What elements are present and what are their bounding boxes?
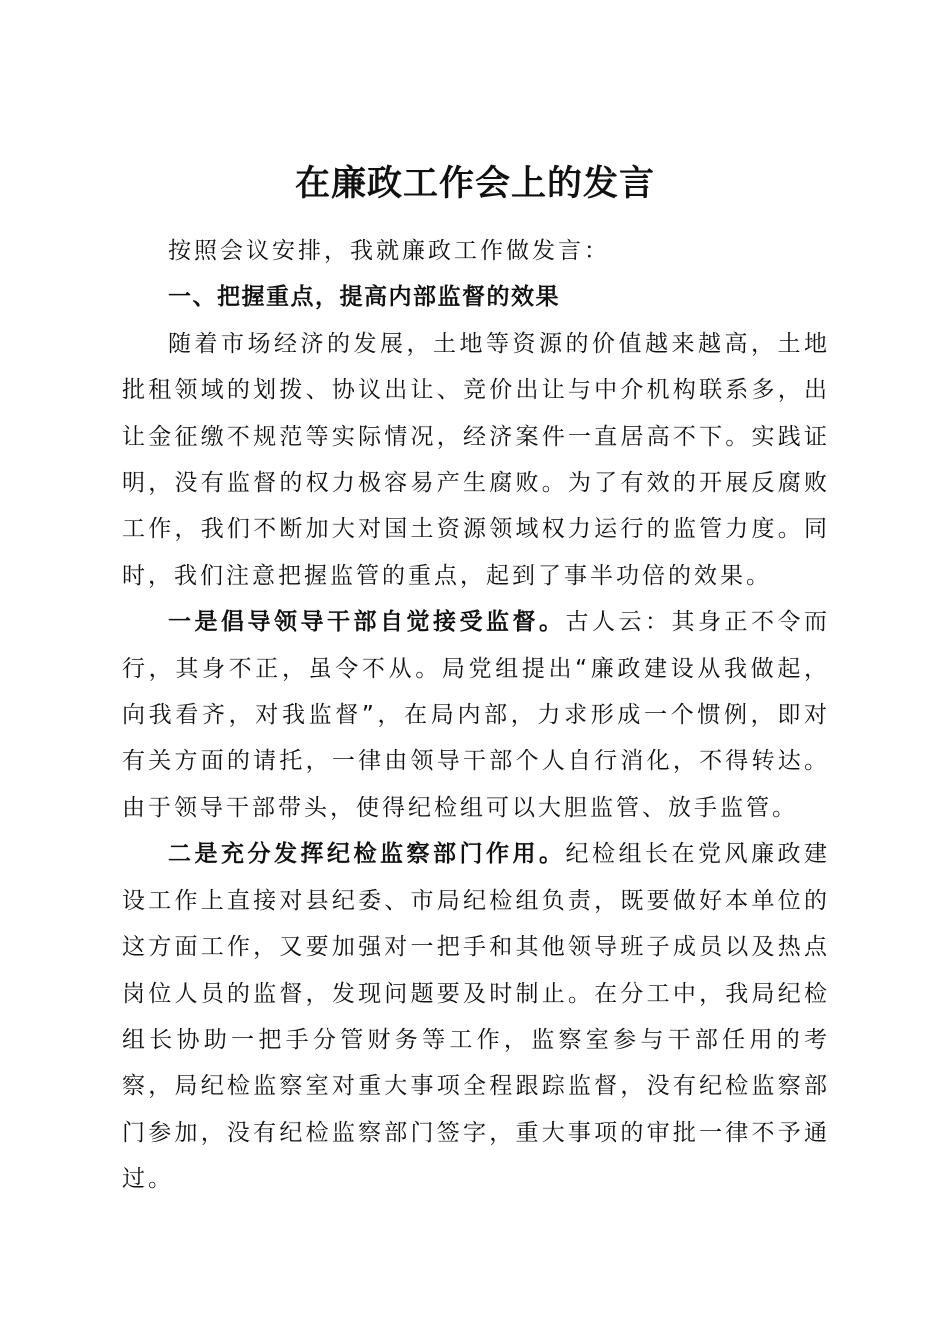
point-lead-2: 二是充分发挥纪检监察部门作用。	[168, 841, 566, 868]
section-heading: 一、把握重点，提高内部监督的效果	[168, 284, 560, 311]
intro-paragraph: 按照会议安排，我就廉政工作做发言：	[168, 238, 610, 264]
point-lead-1: 一是倡导领导干部自觉接受监督。	[168, 609, 566, 636]
point-paragraph-2	[122, 831, 830, 1202]
document-title: 在廉政工作会上的发言	[294, 163, 655, 205]
point-text-2: 纪检组长在党风廉政建设工作上直接对县纪委、市局纪检组负责，既要做好本单位的这方面工作，又要加强对一把手和其他领导班子成员以及热点岗位人员的监督，发现问题要及时制止。在分工中，我局纪检组长协助一把手分管财务等工作，监察室参与干部任用的考察，局纪检监察室对重大事项全程跟踪监督，没有纪检监察部门参加，没有纪检监察部门签字，重大事项的审批一律不予通过。	[122, 841, 830, 1193]
body-paragraph: 随着市场经济的发展，土地等资源的价值越来越高，土地批租领域的划拨、协议出让、竞价出让与中介机构联系多，出让金征缴不规范等实际情况，经济案件一直居高不下。实践证明，没有监督的权力极容易产生腐败。为了有效的开展反腐败工作，我们不断加大对国土资源领域权力运行的监管力度。同时，我们注意把握监管的重点，起到了事半功倍的效果。	[122, 330, 830, 589]
document-body	[122, 228, 830, 1203]
point-paragraph-1	[122, 599, 830, 831]
point-text-1: 古人云：其身正不令而行，其身不正，虽令不从。局党组提出“廉政建设从我做起，向我看齐，对我监督”，在局内部，力求形成一个惯例，即对有关方面的请托，一律由领导干部个人自行消化，不得转达。由于领导干部带头，使得纪检组可以大胆监管、放手监管。	[122, 609, 830, 821]
